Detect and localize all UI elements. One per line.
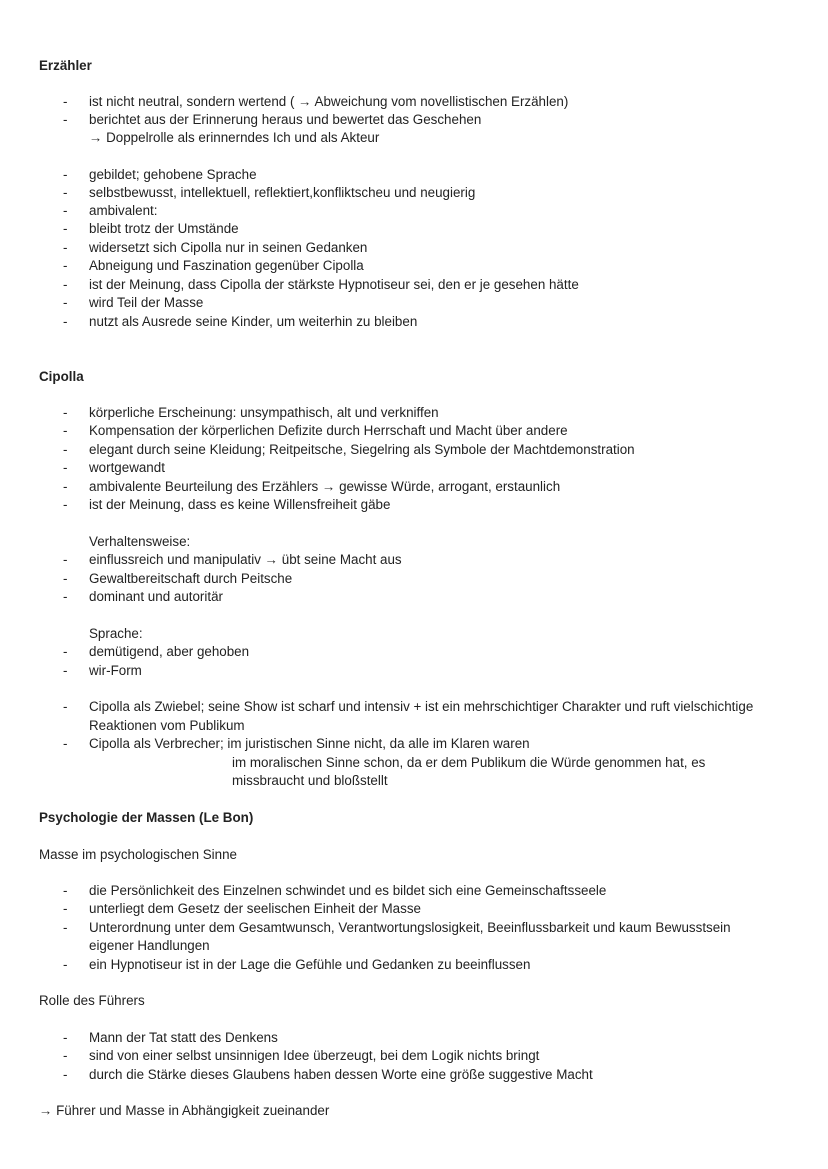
list-item: - einflussreich und manipulativ → übt seine Macht aus [63, 552, 402, 567]
list-item: - Kompensation der körperlichen Defizite durch Herrschaft und Macht über andere [63, 423, 568, 438]
list-item: - gebildet; gehobene Sprache [63, 167, 257, 182]
list-item: - bleibt trotz der Umstände [63, 221, 239, 236]
list-item: - demütigend, aber gehoben [63, 644, 250, 659]
list-item: - unterliegt dem Gesetz der seelischen Einheit der Masse [63, 901, 421, 916]
list-item: - sind von einer selbst unsinnigen Idee überzeugt, bei dem Logik nichts bringt [63, 1048, 540, 1063]
list-item: - ein Hypnotiseur ist in der Lage die Gefühle und Gedanken zu beeinflussen [63, 957, 531, 972]
list-item-continuation: missbraucht und bloßstellt [232, 773, 388, 788]
list-item: - Unterordnung unter dem Gesamtwunsch, Verantwortungslosigkeit, Beeinflussbarkeit und kaum Bewusstsein [63, 920, 731, 935]
list-item: - ist der Meinung, dass Cipolla der stärkste Hypnotiseur sei, den er je gesehen hätte [63, 277, 579, 292]
list-item-continuation: im moralischen Sinne schon, da er dem Publikum die Würde genommen hat, es [232, 755, 706, 770]
list-item: - körperliche Erscheinung: unsympathisch, alt und verkniffen [63, 405, 439, 420]
list-item: - ist nicht neutral, sondern wertend ( → Abweichung vom novellistischen Erzählen) [63, 94, 569, 109]
subsection-label-verhalten: Verhaltensweise: [89, 534, 191, 549]
list-item: - wird Teil der Masse [63, 295, 204, 310]
section-heading-psychologie: Psychologie der Massen (Le Bon) [39, 810, 254, 825]
list-item: - selbstbewusst, intellektuell, reflektiert,konfliktscheu und neugierig [63, 185, 476, 200]
subsection-label-masse: Masse im psychologischen Sinne [39, 847, 237, 862]
section-heading-erzaehler: Erzähler [39, 58, 92, 73]
list-item: - elegant durch seine Kleidung; Reitpeitsche, Siegelring als Symbole der Machtdemonstration [63, 442, 635, 457]
list-item: - wir-Form [63, 663, 142, 678]
list-item: - Cipolla als Verbrecher; im juristischen Sinne nicht, da alle im Klaren waren [63, 736, 530, 751]
list-item: - nutzt als Ausrede seine Kinder, um weiterhin zu bleiben [63, 314, 418, 329]
list-item: - ist der Meinung, dass es keine Willensfreiheit gäbe [63, 497, 391, 512]
list-item: - Mann der Tat statt des Denkens [63, 1030, 278, 1045]
list-item: - Cipolla als Zwiebel; seine Show ist scharf und intensiv + ist ein mehrschichtiger Charakter und ruft vielschichtige [63, 699, 754, 714]
conclusion-line: → Führer und Masse in Abhängigkeit zueinander [39, 1103, 330, 1118]
list-item: - Gewaltbereitschaft durch Peitsche [63, 571, 293, 586]
list-item: - widersetzt sich Cipolla nur in seinen Gedanken [63, 240, 368, 255]
subsection-label-sprache: Sprache: [89, 626, 143, 641]
list-item-continuation: → Doppelrolle als erinnerndes Ich und als Akteur [89, 130, 380, 145]
section-heading-cipolla: Cipolla [39, 369, 84, 384]
list-item: - ambivalente Beurteilung des Erzählers → gewisse Würde, arrogant, erstaunlich [63, 479, 561, 494]
list-item: - wortgewandt [63, 460, 165, 475]
list-item: - die Persönlichkeit des Einzelnen schwindet und es bildet sich eine Gemeinschaftsseele [63, 883, 607, 898]
subsection-label-fuehrer: Rolle des Führers [39, 993, 145, 1008]
list-item: - durch die Stärke dieses Glaubens haben dessen Worte eine größe suggestive Macht [63, 1067, 593, 1082]
list-item: - Abneigung und Faszination gegenüber Cipolla [63, 258, 364, 273]
list-item: - dominant und autoritär [63, 589, 223, 604]
list-item: - berichtet aus der Erinnerung heraus und bewertet das Geschehen [63, 112, 482, 127]
list-item: - ambivalent: [63, 203, 158, 218]
list-item-continuation: eigener Handlungen [89, 938, 210, 953]
list-item-continuation: Reaktionen vom Publikum [89, 718, 245, 733]
